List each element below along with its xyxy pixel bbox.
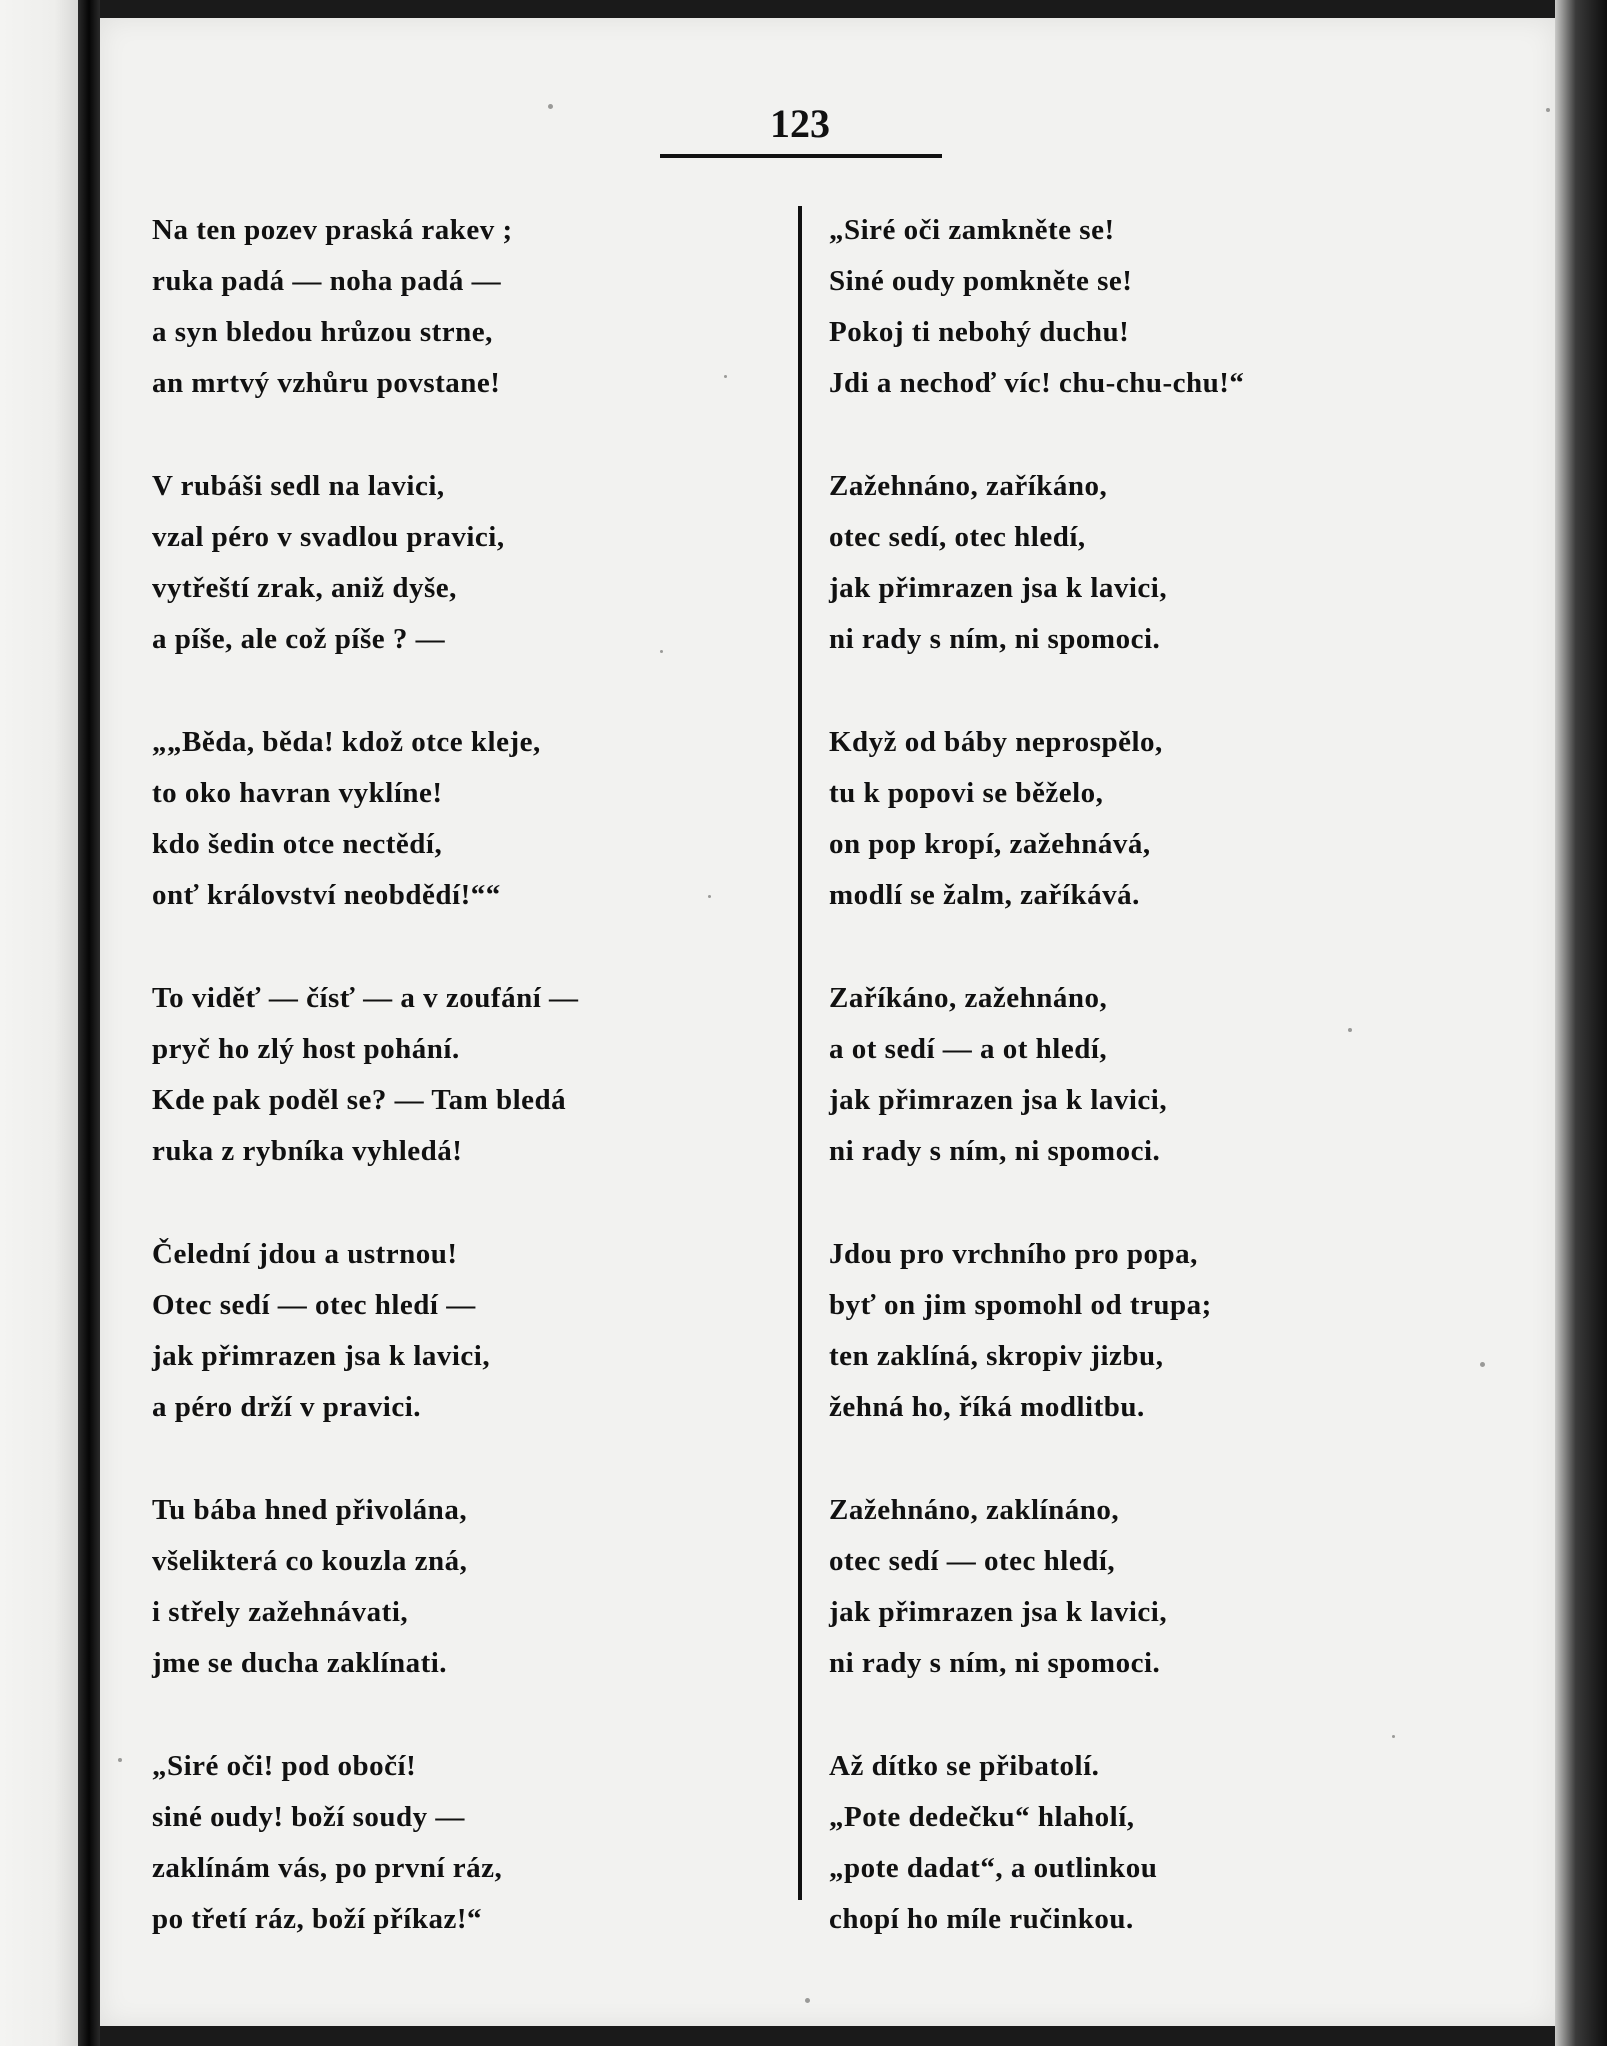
page-number: 123: [770, 101, 830, 146]
poem-line: modlí se žalm, zaříkává.: [829, 879, 1140, 911]
poem-line: Pokoj ti nebohý duchu!: [829, 316, 1130, 348]
poem-stanza: [829, 461, 1469, 665]
poem-line: i střely zažehnávati,: [152, 1596, 409, 1628]
poem-line: jme se ducha zaklínati.: [152, 1647, 448, 1679]
poem-line: Zažehnáno, zaklínáno,: [829, 1494, 1120, 1526]
poem-line: Když od báby neprospělo,: [829, 726, 1163, 758]
poem-line: a píše, ale což píše ? —: [152, 623, 446, 655]
poem-line: jak přimrazen jsa k lavici,: [829, 1084, 1168, 1116]
poem-line: byť on jim spomohl od trupa;: [829, 1289, 1212, 1321]
poem-line: on pop kropí, zažehnává,: [829, 828, 1151, 860]
page-number-rule: [660, 154, 942, 158]
poem-line: vytřeští zrak, aniž dyše,: [152, 572, 457, 604]
poem-line: tu k popovi se běželo,: [829, 777, 1104, 809]
right-poem-column: [829, 205, 1469, 1997]
poem-line: Zažehnáno, zaříkáno,: [829, 470, 1108, 502]
poem-stanza: [829, 1229, 1469, 1433]
poem-line: ni rady s ním, ni spomoci.: [829, 1135, 1161, 1167]
poem-stanza: [152, 1485, 792, 1689]
poem-line: Kde pak poděl se? — Tam bledá: [152, 1084, 567, 1116]
page-edge-shadow: [1555, 0, 1607, 2046]
poem-stanza: [152, 205, 792, 409]
poem-line: Jdi a nechoď víc! chu-chu-chu!“: [829, 367, 1245, 399]
poem-line: zaklínám vás, po první ráz,: [152, 1852, 503, 1884]
poem-line: Na ten pozev praská rakev ;: [152, 214, 513, 246]
poem-line: ni rady s ním, ni spomoci.: [829, 623, 1161, 655]
poem-line: „pote dadat“, a outlinkou: [829, 1852, 1158, 1884]
poem-line: to oko havran vyklíne!: [152, 777, 443, 809]
poem-line: Čelední jdou a ustrnou!: [152, 1238, 458, 1270]
poem-line: Jdou pro vrchního pro popa,: [829, 1238, 1198, 1270]
poem-line: všelikterá co kouzla zná,: [152, 1545, 468, 1577]
poem-line: ten zaklíná, skropiv jizbu,: [829, 1340, 1164, 1372]
poem-line: an mrtvý vzhůru povstane!: [152, 367, 501, 399]
column-divider: [798, 206, 802, 1900]
poem-line: „Siré oči! pod obočí!: [152, 1750, 417, 1782]
poem-line: ruka z rybníka vyhledá!: [152, 1135, 463, 1167]
poem-line: žehná ho, říká modlitbu.: [829, 1391, 1145, 1423]
poem-line: a péro drží v pravici.: [152, 1391, 422, 1423]
poem-line: ni rady s ním, ni spomoci.: [829, 1647, 1161, 1679]
poem-line: siné oudy! boží soudy —: [152, 1801, 465, 1833]
poem-stanza: [152, 717, 792, 921]
poem-line: Až dítko se přibatolí.: [829, 1750, 1100, 1782]
poem-line: To viděť — čísť — a v zoufání —: [152, 982, 579, 1014]
left-poem-column: [152, 205, 792, 1997]
poem-line: jak přimrazen jsa k lavici,: [152, 1340, 491, 1372]
poem-stanza: [152, 1229, 792, 1433]
poem-line: Tu bába hned přivolána,: [152, 1494, 468, 1526]
poem-line: ruka padá — noha padá —: [152, 265, 502, 297]
poem-line: pryč ho zlý host pohání.: [152, 1033, 460, 1065]
poem-stanza: [152, 461, 792, 665]
poem-line: otec sedí, otec hledí,: [829, 521, 1086, 553]
poem-stanza: [829, 205, 1469, 409]
poem-line: vzal péro v svadlou pravici,: [152, 521, 505, 553]
poem-line: Siné oudy pomkněte se!: [829, 265, 1133, 297]
poem-stanza: [152, 1741, 792, 1945]
poem-stanza: [829, 1741, 1469, 1945]
book-gutter: [78, 0, 100, 2046]
poem-stanza: [829, 1485, 1469, 1689]
poem-stanza: [829, 717, 1469, 921]
poem-line: po třetí ráz, boží příkaz!“: [152, 1903, 483, 1935]
previous-page-edge: [0, 0, 78, 2046]
poem-line: „Pote dedečku“ hlaholí,: [829, 1801, 1135, 1833]
poem-line: chopí ho míle ručinkou.: [829, 1903, 1134, 1935]
poem-stanza: [829, 973, 1469, 1177]
poem-line: „Siré oči zamkněte se!: [829, 214, 1115, 246]
poem-stanza: [152, 973, 792, 1177]
poem-line: Zaříkáno, zažehnáno,: [829, 982, 1108, 1014]
poem-line: a ot sedí — a ot hledí,: [829, 1033, 1108, 1065]
poem-line: Otec sedí — otec hledí —: [152, 1289, 476, 1321]
poem-line: onť království neobdědí!““: [152, 879, 501, 911]
poem-line: a syn bledou hrůzou strne,: [152, 316, 493, 348]
poem-line: jak přimrazen jsa k lavici,: [829, 1596, 1168, 1628]
poem-line: otec sedí — otec hledí,: [829, 1545, 1116, 1577]
poem-line: „„Běda, běda! kdož otce kleje,: [152, 726, 541, 758]
poem-line: kdo šedin otce nectědí,: [152, 828, 443, 860]
poem-line: V rubáši sedl na lavici,: [152, 470, 445, 502]
poem-line: jak přimrazen jsa k lavici,: [829, 572, 1168, 604]
